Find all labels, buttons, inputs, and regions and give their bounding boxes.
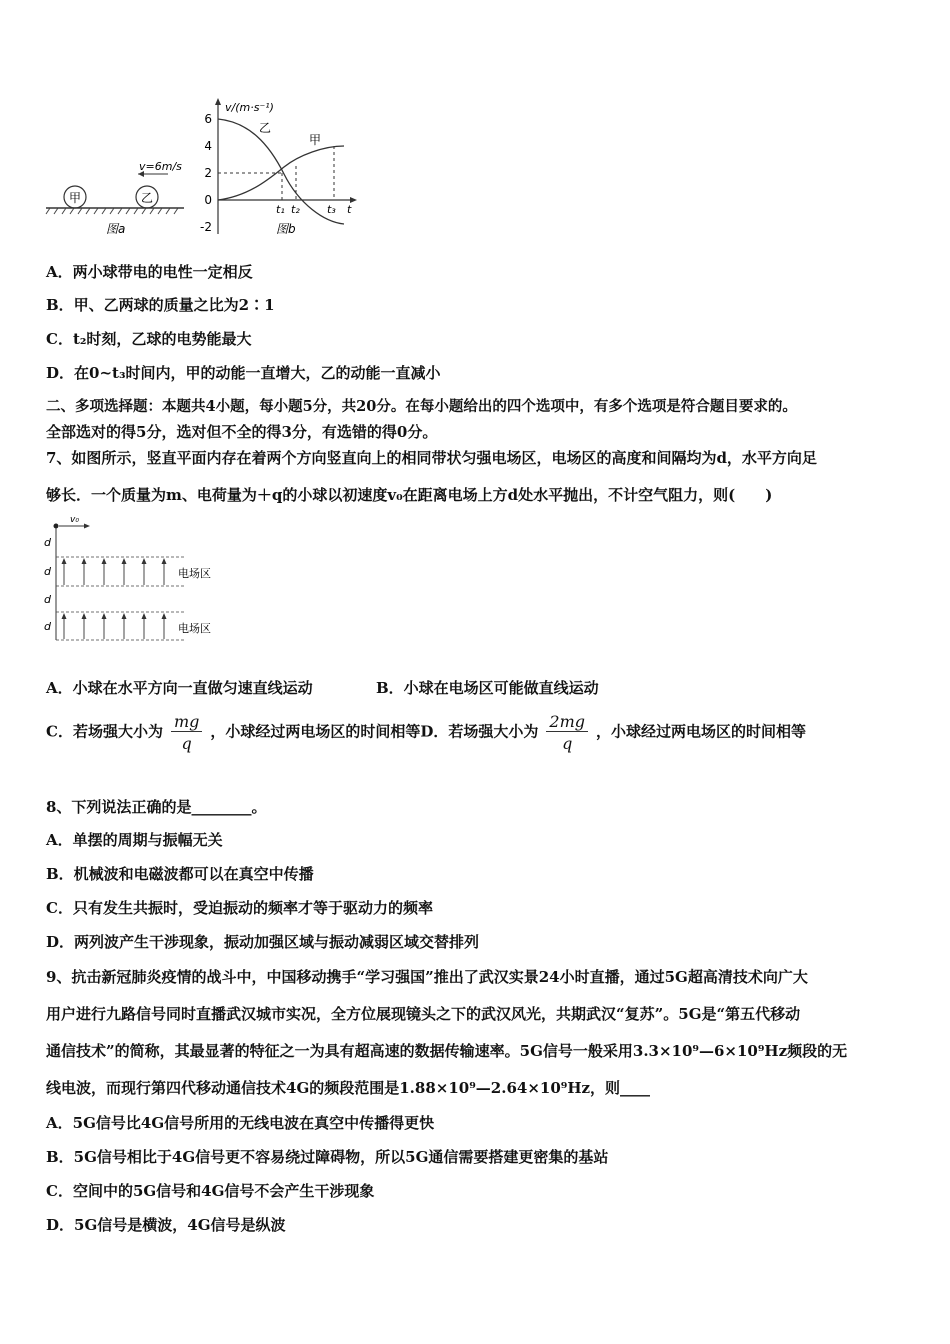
q7-option-c-fraction [171, 712, 202, 753]
fig-b-caption: 图b [276, 222, 296, 236]
curve-yi-label: 乙 [259, 121, 272, 135]
q7-option-d-fraction [546, 712, 588, 753]
ball-yi-label: 乙 [140, 191, 154, 205]
ball-jia-label: 甲 [68, 191, 82, 205]
q7-option-c-text: C．若场强大小为 [46, 722, 163, 741]
q9-stem-line3: 通信技术”的简称，其最显著的特征之一为具有超高速的数据传输速率。5G信号一般采用3.3×10⁹—6×10⁹Hz频段的无 [46, 1042, 848, 1060]
q6-option-a: A．两小球带电的电性一定相反 [46, 263, 253, 281]
section2-title: 二、多项选择题：本题共4小题，每小题5分，共20分。在每小题给出的四个选项中，有多个选项是符合题目要求的。 [46, 398, 797, 415]
d-label-4: d [44, 620, 51, 633]
q9-stem-line1: 9、抗击新冠肺炎疫情的战斗中，中国移动携手“学习强国”推出了武汉实景24小时直播，通过5G超高清技术向广大 [46, 968, 808, 986]
q6-figure [44, 94, 364, 240]
q7-figure [40, 512, 240, 646]
q7-option-c-suffix: ，小球经过两电场区的时间相等 [210, 722, 421, 741]
q7-stem-line1: 7、如图所示，竖直平面内存在着两个方向竖直向上的相同带状匀强电场区，电场区的高度和间隔均为d，水平方向足 [46, 449, 817, 467]
field-arrows-2 [64, 615, 164, 639]
velocity-label: v=6m/s [139, 160, 182, 173]
field-region-label-1: 电场区 [178, 567, 211, 580]
q7-option-d-numerator: 2mg [549, 712, 585, 731]
q6-figure-svg [44, 94, 364, 240]
q7-option-a: A．小球在水平方向一直做匀速直线运动 [46, 679, 313, 697]
q7-stem-line2: 够长．一个质量为m、电荷量为＋q的小球以初速度v₀在距离电场上方d处水平抛出，不计空气阻力，则( ) [46, 486, 773, 504]
q7-option-c-denominator: q [171, 731, 202, 753]
q9-option-c: C．空间中的5G信号和4G信号不会产生干涉现象 [46, 1182, 375, 1200]
t1-label: t₁ [276, 203, 285, 216]
q8-option-d: D．两列波产生干涉现象，振动加强区域与振动减弱区域交替排列 [46, 933, 480, 951]
y-axis-arrow-icon [215, 98, 221, 105]
q8-option-b: B．机械波和电磁波都可以在真空中传播 [46, 865, 314, 883]
curve-jia-label: 甲 [309, 133, 322, 147]
d-label-2: d [44, 565, 51, 578]
q7-option-c-numerator: mg [173, 712, 200, 731]
q6-option-d: D．在0~t₃时间内，甲的动能一直增大，乙的动能一直减小 [46, 364, 441, 382]
q7-figure-svg [40, 512, 240, 646]
d-label-1: d [44, 536, 51, 549]
q8-option-a: A．单摆的周期与振幅无关 [46, 831, 223, 849]
q9-stem-line2: 用户进行九路信号同时直播武汉城市实况，全方位展现镜头之下的武汉风光，共期武汉“复苏”。5G是“第五代移动 [46, 1005, 801, 1023]
field-arrows-1 [64, 560, 164, 585]
q7-option-d-denominator: q [546, 731, 588, 753]
d-label-3: d [44, 593, 51, 606]
y-axis-label: v/(m·s⁻¹) [225, 101, 274, 114]
q8-option-c: C．只有发生共振时，受迫振动的频率才等于驱动力的频率 [46, 899, 433, 917]
field-region-label-2: 电场区 [178, 622, 211, 635]
q9-option-a: A．5G信号比4G信号所用的无线电波在真空中传播得更快 [46, 1114, 435, 1132]
v0-arrowhead-icon [84, 524, 90, 529]
y-tick-6: 6 [204, 112, 212, 126]
section2-rules: 全部选对的得5分，选对但不全的得3分，有选错的得0分。 [46, 423, 438, 441]
t3-label: t₃ [327, 203, 336, 216]
y-tick-neg2: -2 [200, 220, 212, 234]
t-axis-label: t [347, 203, 352, 216]
y-tick-0: 0 [204, 193, 212, 207]
t2-label: t₂ [291, 203, 300, 216]
y-tick-4: 4 [204, 139, 212, 153]
v0-label: v₀ [70, 515, 79, 525]
q9-option-d: D．5G信号是横波，4G信号是纵波 [46, 1216, 286, 1234]
q7-options-cd [46, 712, 806, 753]
q9-option-b: B．5G信号相比于4G信号更不容易绕过障碍物，所以5G通信需要搭建更密集的基站 [46, 1148, 609, 1166]
ball-icon [54, 524, 59, 529]
q7-option-b: B．小球在电场区可能做直线运动 [376, 679, 599, 697]
q7-option-d-suffix: ，小球经过两电场区的时间相等 [596, 722, 807, 741]
q7-option-d-text: D．若场强大小为 [420, 722, 539, 741]
fig-a-caption: 图a [106, 222, 126, 236]
q6-option-c: C．t₂时刻，乙球的电势能最大 [46, 330, 252, 348]
y-tick-2: 2 [204, 166, 212, 180]
q6-option-b: B．甲、乙两球的质量之比为2∶1 [46, 296, 275, 314]
q8-stem: 8、下列说法正确的是________。 [46, 798, 267, 816]
q9-stem-line4: 线电波，而现行第四代移动通信技术4G的频段范围是1.88×10⁹—2.64×10⁹Hz，则____ [46, 1079, 651, 1097]
